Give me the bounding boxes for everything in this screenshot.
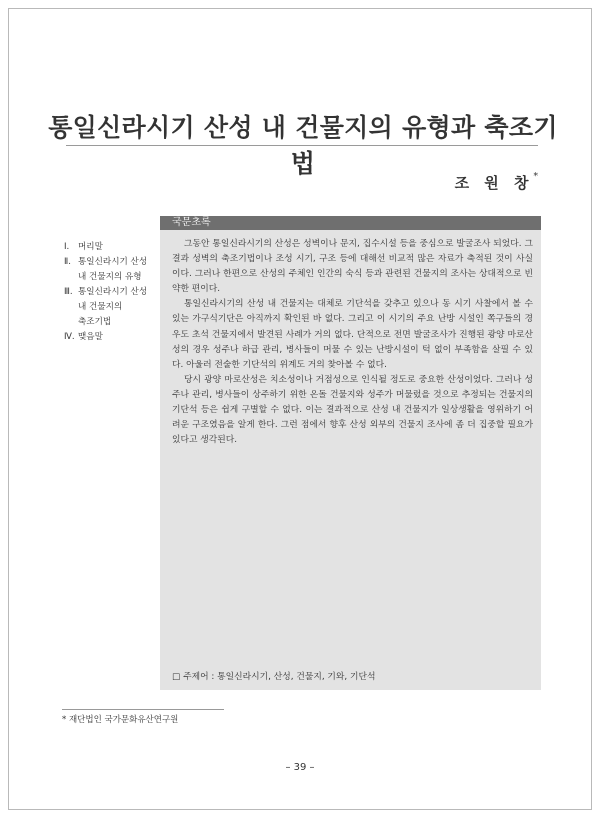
toc-item-label: 내 건물지의 bbox=[78, 302, 123, 312]
abstract-paragraph: 당시 광양 마로산성은 치소성이나 거점성으로 인식될 정도로 중요한 산성이었다. 그러나 성주나 관리, 병사들이 상주하기 위한 온돌 건물지와 성주가 머물렀을 것으로 추정되는 건물지의 기단석 등은 쉽게 구별할 수 없다. 이는 결과적으로 산성 내 건물지가 일상생활을 영위하기 어려운 구조였음을 알게 한다. 그런 점에서 향후 산성 외부의 건물지 조사에 좀 더 집중할 필요가 있다고 생각된다. bbox=[172, 374, 533, 446]
toc-item-number: Ⅱ. bbox=[64, 257, 71, 267]
toc-item bbox=[64, 240, 160, 255]
paper-title: 통일신라시기 산성 내 건물지의 유형과 축조기법 bbox=[48, 113, 558, 178]
table-of-contents bbox=[64, 240, 160, 345]
abstract-paragraph: 그동안 통일신라시기의 산성은 성벽이나 문지, 집수시설 등을 중심으로 발굴조사 되었다. 그 결과 성벽의 축조기법이나 조성 시기, 구조 등에 대해선 비교적 많은 자료가 축적된 것이 사실이다. 그러나 한편으로 산성의 주체인 인간의 숙식 등과 관련된 건물지의 조사는 상대적으로 빈약한 편이다. bbox=[172, 239, 533, 295]
toc-item-number: Ⅰ. bbox=[64, 242, 70, 252]
toc-item-label: 머리말 bbox=[78, 242, 103, 252]
keywords: □ 주제어 : 통일신라시기, 산성, 건물지, 기와, 기단석 bbox=[172, 672, 376, 682]
author-affiliation-mark: * bbox=[533, 172, 538, 182]
title-divider bbox=[66, 145, 538, 146]
footnote: * 재단법인 국가문화유산연구원 bbox=[62, 715, 179, 725]
toc-item bbox=[64, 330, 160, 345]
page-number: – 39 – bbox=[285, 762, 315, 773]
author-name-text: 조 원 창 bbox=[454, 174, 534, 192]
toc-item-label: 통일신라시기 산성 bbox=[78, 287, 148, 297]
footnote-divider bbox=[62, 709, 224, 710]
abstract-box bbox=[160, 216, 541, 690]
toc-item-label: 통일신라시기 산성 bbox=[78, 257, 148, 267]
abstract-paragraph: 통일신라시기의 산성 내 건물지는 대체로 기단석을 갖추고 있으나 동 시기 사찰에서 볼 수 있는 가구식기단은 아직까지 확인된 바 없다. 그리고 이 시기의 주요 난방 시설인 쪽구들의 경우도 초석 건물지에서 발견된 사례가 거의 없다. 단적으로 전면 발굴조사가 진행된 광양 마로산성의 경우 성주나 하급 관리, 병사들이 머물 수 있는 난방시설이 턱 없이 부족함을 살필 수 있다. 아울러 전술한 기단석의 위계도 거의 찾아볼 수 없다. bbox=[172, 299, 533, 370]
abstract-body bbox=[160, 230, 541, 448]
toc-item-label: 맺음말 bbox=[78, 332, 103, 342]
toc-item-number: Ⅲ. bbox=[64, 287, 73, 297]
author-name bbox=[455, 172, 538, 193]
abstract-header: 국문초록 bbox=[160, 216, 541, 230]
toc-item-label: 축조기법 bbox=[78, 317, 112, 327]
toc-item-label: 내 건물지의 유형 bbox=[78, 272, 142, 282]
toc-item-number: Ⅳ. bbox=[64, 332, 75, 342]
toc-item bbox=[64, 255, 160, 285]
toc-item bbox=[64, 285, 160, 330]
